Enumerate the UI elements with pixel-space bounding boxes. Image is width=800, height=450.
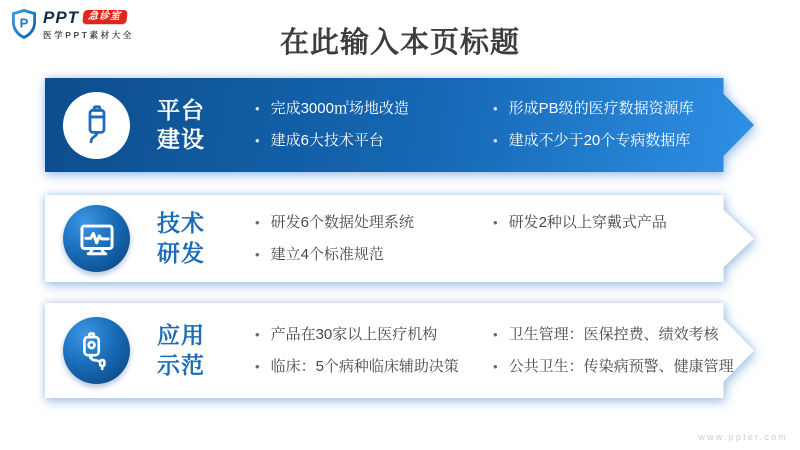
iv-bag-icon (63, 317, 130, 384)
milestone-row-platform (45, 78, 754, 172)
ecg-monitor-icon (63, 205, 130, 272)
bullet-column (493, 322, 734, 380)
row-label: 应用 示范 (157, 322, 205, 378)
milestone-row-tech (45, 195, 754, 282)
bullet-item: • 临床：5个病种临床辅助决策 (255, 354, 493, 380)
bullet-item: • 建立4个标准规范 (255, 242, 493, 268)
bullet-column (255, 96, 493, 154)
bullet-column (255, 210, 493, 268)
iv-drip-icon (63, 92, 130, 159)
brand-badge: 急诊室 (82, 10, 127, 24)
bullet-item: • 研发6个数据处理系统 (255, 210, 493, 236)
brand-tagline: 医学PPT素材大全 (43, 30, 134, 40)
bullet-item: • 研发2种以上穿戴式产品 (493, 210, 708, 236)
brand-name: PPT (43, 7, 80, 27)
bullet-column (255, 322, 493, 380)
bullet-column (493, 96, 708, 154)
milestone-row-application (45, 303, 754, 398)
bullet-item: • 公共卫生：传染病预警、健康管理 (493, 354, 734, 380)
bullet-item: • 完成3000㎡场地改造 (255, 96, 493, 122)
bullet-item: • 建成不少于20个专病数据库 (493, 128, 708, 154)
bullet-item: • 形成PB级的医疗数据资源库 (493, 96, 708, 122)
row-label: 技术 研发 (157, 210, 205, 266)
site-watermark: www.ppter.com (698, 432, 788, 442)
row-label: 平台 建设 (157, 96, 205, 152)
page-title: 在此输入本页标题 (279, 27, 520, 59)
bullet-item: • 建成6大技术平台 (255, 128, 493, 154)
bullet-item: • 产品在30家以上医疗机构 (255, 322, 493, 348)
svg-text:P: P (19, 15, 29, 31)
bullet-column (493, 210, 708, 268)
bullet-item: • 卫生管理：医保控费、绩效考核 (493, 322, 734, 348)
